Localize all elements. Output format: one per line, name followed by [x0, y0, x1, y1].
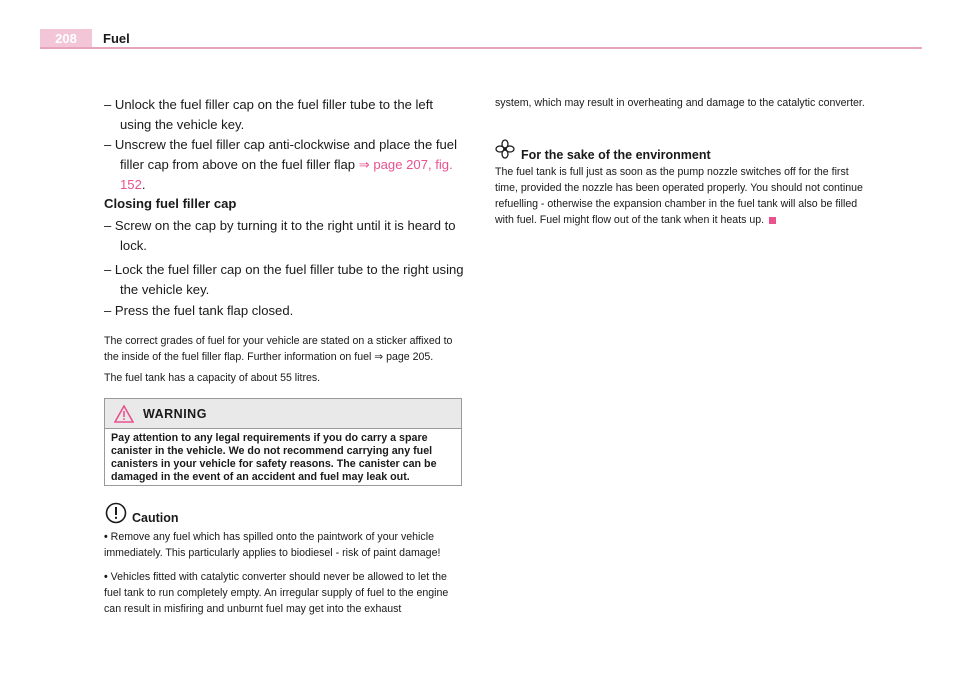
subheading-closing: Closing fuel filler cap: [104, 196, 237, 211]
caution-item-text: Vehicles fitted with catalytic converter should never be allowed to let the fuel tank to run completely empty. An irregular supply of fuel to the engine can result in misfiring and unburnt fuel may get into the exhaust: [104, 571, 449, 615]
exhaust-continuation: system, which may result in overheating and damage to the catalytic converter.: [495, 97, 865, 109]
warning-triangle-icon: [114, 405, 134, 423]
warning-text: Pay attention to any legal requirements if you do carry a spare canister in the vehicle. We do not recommend carrying any fuel canisters in your vehicle for safety reasons. The canister can be damaged in the event of an accident and fuel may leak out.: [111, 432, 437, 483]
step-close-flap: – Press the fuel tank flap closed.: [104, 303, 294, 318]
step-lock-cap: – Lock the fuel filler cap on the fuel filler tube to the right using the vehicle key.: [104, 262, 464, 297]
warning-box: [104, 398, 462, 486]
section-end-marker: [769, 217, 776, 224]
step-unlock-cap: – Unlock the fuel filler cap on the fuel filler tube to the left using the vehicle key.: [104, 97, 433, 132]
step-unscrew-text: – Unscrew the fuel filler cap anti-clockwise and place the fuel filler cap from above on the fuel filler flap: [104, 137, 457, 172]
environment-text-body: The fuel tank is full just as soon as the pump nozzle switches off for the first time, provided the nozzle has been operated properly. You should not continue refuelling - otherwise the expansion chamber in the fuel tank will also be filled with fuel. Fuel might flow out of the tank when it heats up.: [495, 166, 863, 226]
page-number: 208: [40, 29, 92, 48]
bullet-dot: •: [104, 531, 108, 543]
page-link-fig-152[interactable]: page 207, fig. 152: [120, 157, 453, 192]
step-unscrew-cap: [104, 135, 465, 195]
tank-capacity-note: The fuel tank has a capacity of about 55 litres.: [104, 372, 321, 384]
environment-title: For the sake of the environment: [521, 148, 711, 162]
step-screw-cap: – Screw on the cap by turning it to the right until it is heard to lock.: [104, 218, 456, 253]
caution-exclamation-icon: [105, 502, 127, 524]
environment-text: [495, 164, 870, 228]
bullet-dot: •: [104, 571, 108, 583]
caution-item-text: Remove any fuel which has spilled onto the paintwork of your vehicle immediately. This particularly applies to biodiesel - risk of paint damage!: [104, 531, 441, 559]
page-link-arrow[interactable]: ⇒: [358, 157, 370, 172]
caution-item: [104, 569, 466, 617]
header-divider: [40, 47, 922, 49]
fuel-grade-note: The correct grades of fuel for your vehicle are stated on a sticker affixed to the inside of the fuel filler flap. Further information on fuel ⇒ page 205.: [104, 335, 453, 363]
caution-item: [104, 529, 466, 561]
environment-flower-icon: [495, 139, 515, 159]
warning-header: [105, 399, 461, 429]
step-unscrew-end: .: [141, 177, 146, 192]
page-title: Fuel: [103, 31, 130, 46]
warning-title: WARNING: [143, 407, 207, 421]
caution-title: Caution: [132, 511, 179, 525]
